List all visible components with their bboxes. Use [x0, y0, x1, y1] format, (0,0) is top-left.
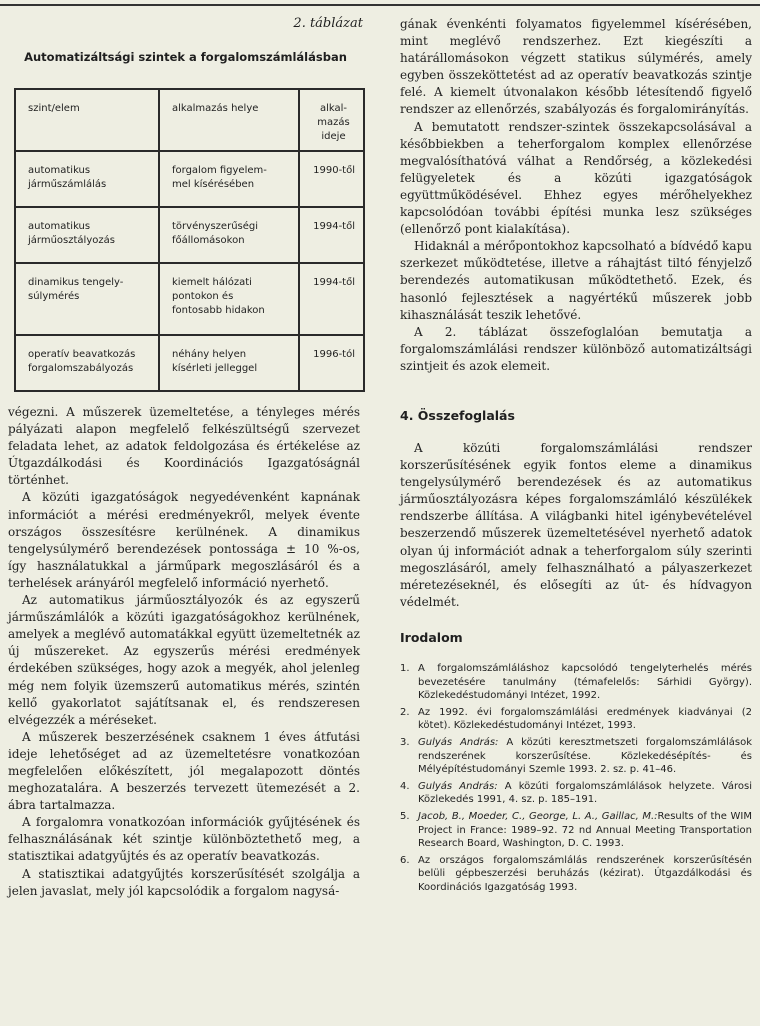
- paragraph: A közúti igazgatóságok negyedévenként kapnának információt a mérési eredményekről, melyek évente országos összesítésre kerülnének. A dinamikus tengelysúlymérő berendezések pontossága ± 10 %-os, így használatukkal a járműpark megoszlásáról és a terhelések arányáról megfelelő információ nyerhető.: [8, 490, 360, 590]
- table-cell: 1994-től: [299, 207, 364, 263]
- list-item: 6. Az országos forgalomszámlálás rendszerének korszerűsítésén belüli gépbeszerzési beruházás (kézirat). Útgazdálkodási és Koordinációs Igazgatóság 1993.: [400, 854, 752, 893]
- paragraph: Az automatikus járműosztályozók és az egyszerű járműszámlálók a közúti igazgatóságokhoz kerülnének, amelyek a meglévő automatákkal együtt üzemeltetnék az új műszereket. Az egyszerűs mérési eredmények érdekében szükséges, hogy azok a megyék, ahol jelenleg még nem folyik üzemszerű automatikus mérés, szintén kellő gyakorlatot sajátítsanak el, és rendszeresen elvégezzék a méréseket.: [8, 593, 360, 727]
- table-number: 2. táblázat: [293, 16, 363, 31]
- left-body-text: [8, 404, 360, 900]
- paragraph: gának évenkénti folyamatos figyelemmel kísérésében, mint meglévő rendszerhez. Ezt kiegészíti a határállomásokon végzett statikus súlymérés, amely egyben összeköttetést ad az operatív beavatkozás szintje felé. A kiemelt útvonalakon később létesítendő figyelő rendszer az ellenőrzés, szabályozás és forgalomirányítás.: [400, 17, 752, 117]
- table-cell: dinamikus tengely- súlymérés: [15, 263, 159, 336]
- paragraph: A műszerek beszerzésének csaknem 1 éves átfutási ideje lehetőséget ad az üzemeltetésre vonatkozóan megfelelően előkészített, jól megalapozott döntés meghozatalára. A beszerzés tervezett ütemezését a 2. ábra tartalmazza.: [8, 729, 360, 813]
- list-item: 2. Az 1992. évi forgalomszámlálási eredmények kiadványai (2 kötet). Közlekedéstudományi Intézet, 1993.: [400, 706, 752, 732]
- paragraph: A forgalomra vonatkozóan információk gyűjtésének és felhasználásának két szintje különböztethető meg, a statisztikai adatgyűjtés és az operatív beavatkozás.: [8, 815, 360, 864]
- table-header-cell: alkal- mazás ideje: [299, 89, 364, 151]
- references-list: [400, 662, 752, 898]
- paragraph: Hidaknál a mérőpontokhoz kapcsolható a bídvédő kapu szerkezet működtetése, illetve a ráhajtást tiltó fényjelző berendezés automatikusan működtethető. Ezek, és hasonló fejlesztések a nagyértékű műszerek jobb kihasználását teszik lehetővé.: [400, 239, 752, 322]
- list-item: 5. Jacob, B., Moeder, C., George, L. A., Gaillac, M.:Results of the WIM Project in France: 1989–92. 72 nd Annual Meeting Transportation Research Board, Washington, D. C. 1993.: [400, 810, 752, 850]
- paragraph: A 2. táblázat összefoglalóan bemutatja a forgalomszámlálási rendszer különböző automatizáltsági szintjeit és azok elemeit.: [400, 324, 752, 373]
- table-cell: néhány helyen kísérleti jelleggel: [159, 335, 299, 391]
- table-cell: forgalom figyelem- mel kísérésében: [159, 151, 299, 207]
- table-row: [15, 335, 364, 391]
- table-cell: automatikus járműosztályozás: [15, 207, 159, 263]
- automation-levels-table: [14, 88, 365, 392]
- summary-text: [400, 440, 752, 611]
- right-body-text: [400, 16, 752, 375]
- paragraph: A közúti forgalomszámlálási rendszer korszerűsítésének egyik fontos eleme a dinamikus tengelysúlymérő berendezések és az automatikus járműosztályozásra képes forgalomszámláló készülékek rendszerbe állítása. A világbanki hitel igénybevételével beszerzendő műszerek üzemeltetésével nyerhető adatok olyan új információt adnak a teherforgalom súly szerinti megoszlásáról, amely felhasználható a pályaszerkezet méretezéseknél, és elősegíti az út- és hídvagyon védelmét.: [400, 441, 752, 609]
- table-header-cell: szint/elem: [15, 89, 159, 151]
- table-row: [15, 263, 364, 336]
- references-heading: Irodalom: [400, 630, 463, 645]
- paragraph: A statisztikai adatgyűjtés korszerűsítését szolgálja a jelen javaslat, mely jól kapcsolódik a forgalom nagysá-: [8, 866, 360, 898]
- table-header-row: [15, 89, 364, 151]
- table-header-cell: alkalmazás helye: [159, 89, 299, 151]
- table-cell: 1994-től: [299, 263, 364, 336]
- table-cell: 1996-tól: [299, 335, 364, 391]
- table-row: [15, 151, 364, 207]
- table-cell: kiemelt hálózati pontokon és fontosabb hidakon: [159, 263, 299, 336]
- table-row: [15, 207, 364, 263]
- table-title: Automatizáltsági szintek a forgalomszámlálásban: [24, 50, 347, 64]
- list-item: 1. A forgalomszámláláshoz kapcsolódó tengelyterhelés mérés bevezetésére tanulmány (témafelelős: Sárhidi György). Közlekedéstudományi Intézet, 1992.: [400, 663, 752, 702]
- table-cell: 1990-től: [299, 151, 364, 207]
- table-cell: törvényszerűségi főállomásokon: [159, 207, 299, 263]
- table-cell: operatív beavatkozás forgalomszabályozás: [15, 335, 159, 391]
- paragraph: végezni. A műszerek üzemeltetése, a tényleges mérés pályázati alapon megfelelő felkészültségű szervezet feladata lehet, az adatok feldolgozása és értékelése az Útgazdálkodási és Koordinációs Igazgatóságnál történhet.: [8, 405, 360, 488]
- paragraph: A bemutatott rendszer-szintek összekapcsolásával a későbbiekben a teherforgalom komplex ellenőrzése megvalósíthatóvá válhat a Rendőrség, a közlekedési felügyeletek és a közúti igazgatóságok együttműködésével. Ehhez egyes mérőhelyekhez kapcsolódóan további építési munka lesz szükséges (ellenőrző pont kialakítása).: [400, 119, 752, 237]
- section-heading: 4. Összefoglalás: [400, 408, 515, 423]
- list-item: 4. Gulyás András: A közúti forgalomszámlálások helyzete. Városi Közlekedés 1991, 4. sz. p. 185–191.: [400, 780, 752, 806]
- top-rule: [0, 4, 760, 6]
- list-item: 3. Gulyás András: A közúti keresztmetszeti forgalomszámlálások rendszerének korszerűsítése. Közlekedésépítés- és Mélyépítéstudományi Szemle 1993. 2. sz. p. 41–46.: [400, 736, 752, 776]
- table-cell: automatikus járműszámlálás: [15, 151, 159, 207]
